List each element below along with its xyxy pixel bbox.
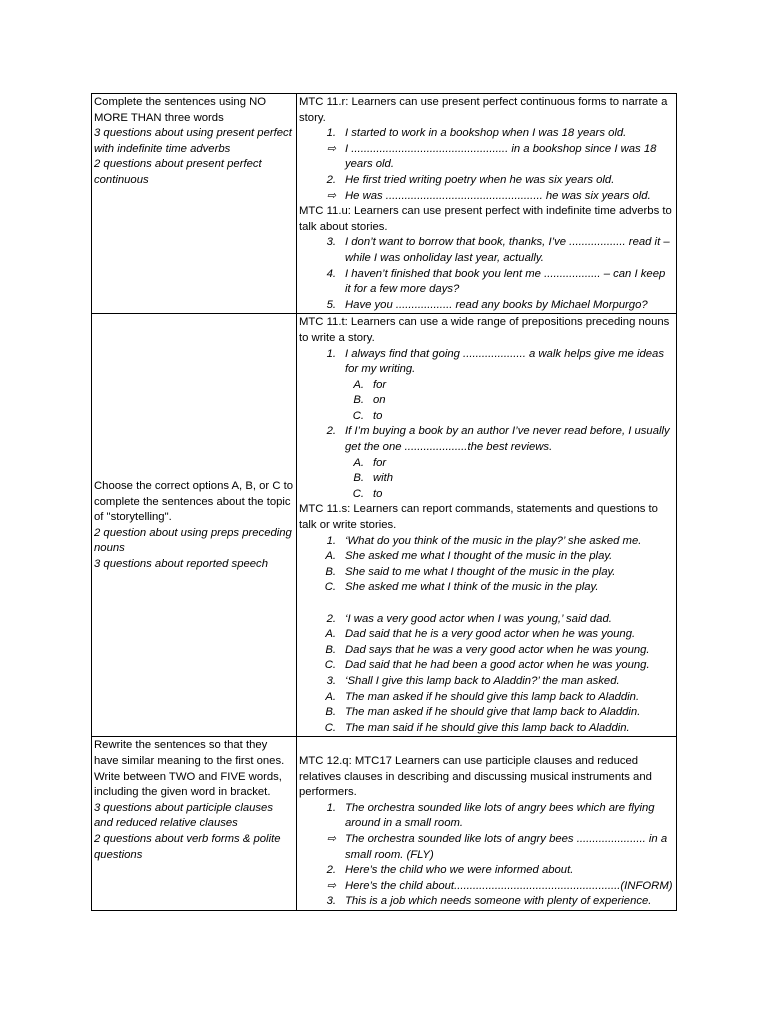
task-content-cell	[297, 737, 677, 911]
list-item: A. She asked me what I thought of the music in the play.	[325, 550, 613, 563]
task-description-cell	[92, 94, 297, 314]
table-row	[92, 314, 677, 737]
list-item: 4. I haven’t finished that book you lent me .................. – can I keep it for a few more days?	[326, 267, 666, 296]
task-instruction: Rewrite the sentences so that they have similar meaning to the first ones. Write between TWO and FIVE words, including the given word in bracket.	[94, 739, 285, 799]
list-item: 5. Have you .................. read any books by Michael Morpurgo?	[326, 298, 648, 311]
table-row	[92, 94, 677, 314]
option-item: A. for	[353, 378, 387, 391]
task-note: 3 questions about participle clauses and reduced relative clauses	[94, 801, 273, 830]
list-item: ⇨ The orchestra sounded like lots of angry bees ...................... in a small room. (FLY)	[299, 832, 674, 863]
objective-text: MTC 11.s: Learners can report commands, statements and questions to talk or write stories.	[299, 503, 658, 532]
task-content-cell	[297, 314, 677, 737]
table-row	[92, 737, 677, 911]
task-note: 2 question about using preps preceding nouns	[94, 526, 292, 555]
list-item: 2. He first tried writing poetry when he was six years old.	[326, 173, 615, 186]
list-item: 2. Here’s the child who we were informed about.	[326, 864, 574, 877]
task-note: 3 questions about using present perfect with indefinite time adverbs	[94, 127, 292, 155]
task-instruction: Complete the sentences using NO MORE THAN three words	[94, 96, 267, 124]
task-note: 2 questions about verb forms & polite questions	[94, 832, 281, 861]
list-item: ⇨ Here’s the child about.....................................................(INFORM)	[299, 879, 674, 895]
option-item: B. with	[353, 472, 394, 485]
list-item: 1. The orchestra sounded like lots of angry bees which are flying around in a small room.	[326, 801, 655, 830]
list-item: 2. If I’m buying a book by an author I’ve never read before, I usually get the one ....................the best reviews.	[326, 425, 670, 454]
list-item: A. The man asked if he should give this lamp back to Aladdin.	[325, 690, 640, 703]
task-content-cell	[297, 94, 677, 314]
list-item: B. The man asked if he should give that lamp back to Aladdin.	[325, 706, 641, 719]
spacer	[299, 738, 674, 754]
list-item: C. She asked me what I think of the music in the play.	[324, 581, 599, 594]
arrow-icon: ⇨	[326, 879, 336, 892]
list-item: ⇨ He was .................................................. he was six years old.	[299, 189, 674, 205]
list-item: B. Dad says that he was a very good actor when he was young.	[325, 643, 650, 656]
arrow-icon: ⇨	[326, 832, 336, 845]
option-item: A. for	[353, 456, 387, 469]
list-item: 3. ‘Shall I give this lamp back to Aladdin?’ the man asked.	[326, 674, 620, 687]
spacer	[299, 596, 674, 612]
arrow-icon: ⇨	[326, 189, 336, 202]
task-description-cell	[92, 314, 297, 737]
list-item: C. Dad said that he had been a good actor when he was young.	[324, 659, 650, 672]
task-note: 2 questions about present perfect continuous	[94, 158, 262, 186]
list-item: C. The man said if he should give this lamp back to Aladdin.	[324, 721, 630, 734]
task-description-cell	[92, 737, 297, 911]
list-item: ⇨ I .................................................. in a bookshop since I was 18 years old.	[299, 142, 674, 173]
task-note: 3 questions about reported speech	[94, 558, 268, 571]
list-item: A. Dad said that he is a very good actor when he was young.	[325, 628, 636, 641]
task-instruction: Choose the correct options A, B, or C to complete the sentences about the topic of "storytelling".	[94, 480, 294, 524]
objective-text: MTC 11.r: Learners can use present perfect continuous forms to narrate a story.	[299, 96, 668, 124]
arrow-icon: ⇨	[326, 142, 336, 155]
worksheet-table	[91, 93, 677, 911]
list-item: 1. ‘What do you think of the music in the play?’ she asked me.	[326, 534, 642, 547]
list-item: 1. I started to work in a bookshop when I was 18 years old.	[326, 127, 627, 140]
list-item: 2. ‘I was a very good actor when I was young,’ said dad.	[326, 612, 612, 625]
list-item: 3. This is a job which needs someone with plenty of experience.	[326, 895, 652, 908]
objective-text: MTC 11.u: Learners can use present perfect with indefinite time adverbs to talk about stories.	[299, 205, 672, 233]
option-item: C. to	[352, 487, 383, 500]
list-item: B. She said to me what I thought of the music in the play.	[325, 565, 616, 578]
objective-text: MTC 11.t: Learners can use a wide range of prepositions preceding nouns to write a story.	[299, 316, 670, 344]
option-item: C. to	[352, 409, 383, 422]
list-item: 1. I always find that going .................... a walk helps give me ideas for my writing.	[326, 347, 664, 376]
list-item: 3. I don’t want to borrow that book, thanks, I’ve .................. read it – while I was onholiday last year, actually.	[326, 236, 670, 264]
option-item: B. on	[353, 394, 386, 407]
objective-text: MTC 12.q: MTC17 Learners can use participle clauses and reduced relatives clauses in describing and discussing musical instruments and performers.	[299, 754, 652, 799]
